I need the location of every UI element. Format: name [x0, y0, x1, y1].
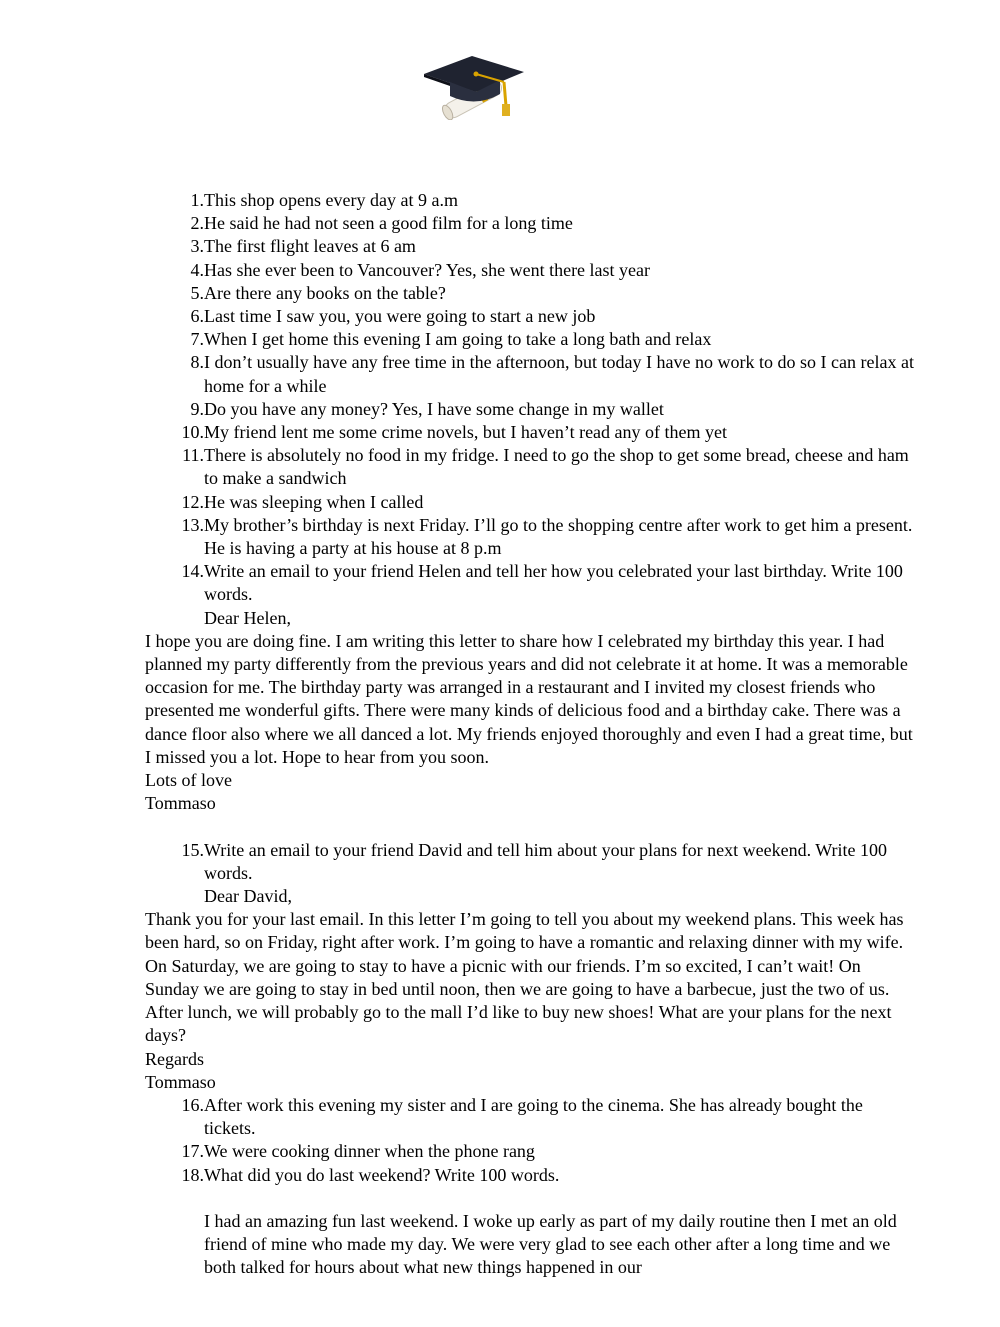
list-item — [145, 1094, 915, 1140]
list-item-number: 10. — [181, 422, 204, 443]
list-item — [145, 839, 915, 885]
list-item — [145, 212, 915, 235]
list-item-text: The first flight leaves at 6 am — [204, 236, 416, 257]
list-item-text: What did you do last weekend? Write 100 words. — [204, 1164, 560, 1185]
list-item-number: 17. — [181, 1141, 204, 1162]
graduation-cap-icon — [420, 48, 530, 120]
list-item-number: 13. — [181, 514, 204, 535]
letter-greeting: Dear David, — [204, 886, 292, 907]
list-item — [145, 1164, 915, 1187]
list-item-number: 6. — [190, 306, 204, 327]
list-item-text: My friend lent me some crime novels, but I haven’t read any of them yet — [204, 422, 728, 443]
list-item-text: When I get home this evening I am going to take a long bath and relax — [204, 329, 712, 350]
list-item — [145, 189, 915, 212]
list-item — [145, 560, 915, 606]
list-item-number: 15. — [181, 839, 204, 860]
list-item-text: Has she ever been to Vancouver? Yes, she went there last year — [204, 259, 651, 280]
list-item-number: 14. — [181, 561, 204, 582]
list-item — [145, 259, 915, 282]
list-item-text: Do you have any money? Yes, I have some change in my wallet — [204, 398, 664, 419]
list-item — [145, 444, 915, 490]
list-item-number: 4. — [190, 259, 204, 280]
letter-closing: Lots of love — [145, 770, 232, 791]
list-item — [145, 1140, 915, 1163]
list-item-number: 11. — [182, 445, 204, 466]
list-item-text: Write an email to your friend Helen and tell her how you celebrated your last birthday. Write 100 words. — [204, 561, 903, 605]
list-item — [145, 514, 915, 560]
list-item — [145, 305, 915, 328]
list-item-number: 12. — [181, 491, 204, 512]
list-item-text: He said he had not seen a good film for a long time — [204, 213, 573, 234]
list-item-number: 5. — [190, 282, 204, 303]
letter-signature: Tommaso — [145, 1071, 216, 1092]
list-item-number: 1. — [190, 190, 204, 210]
list-item-number: 2. — [190, 213, 204, 234]
list-item-number: 9. — [190, 398, 204, 419]
document-body — [145, 189, 915, 1280]
list-item — [145, 328, 915, 351]
list-item-text: There is absolutely no food in my fridge. I need to go the shop to get some bread, cheese and ham to make a sandwich — [204, 445, 909, 489]
list-item-text: Write an email to your friend David and tell him about your plans for next weekend. Write 100 words. — [204, 839, 888, 883]
list-item — [145, 282, 915, 305]
list-item — [145, 421, 915, 444]
list-item-number: 8. — [190, 352, 204, 373]
list-item-text: Are there any books on the table? — [204, 282, 446, 303]
blank-line — [145, 815, 915, 838]
letter-closing: Regards — [145, 1048, 204, 1069]
list-item-number: 16. — [181, 1094, 204, 1115]
list-item-text: Last time I saw you, you were going to start a new job — [204, 306, 596, 327]
list-item-number: 7. — [190, 329, 204, 350]
list-item-number: 18. — [181, 1164, 204, 1185]
list-item — [145, 398, 915, 421]
list-item — [145, 351, 915, 397]
list-item-text: After work this evening my sister and I are going to the cinema. She has already bought the tickets. — [204, 1094, 863, 1139]
list-item-text: We were cooking dinner when the phone rang — [204, 1141, 535, 1162]
blank-line — [145, 1187, 915, 1210]
letter-greeting: Dear Helen, — [204, 607, 291, 628]
list-item — [145, 491, 915, 514]
list-item-text: He was sleeping when I called — [204, 491, 424, 512]
letter-body: I hope you are doing fine. I am writing this letter to share how I celebrated my birthday this year. I had planned my party differently from the previous years and did not celebrate it at home. It was a memorable occasion for me. The birthday party was arranged in a restaurant and I invited my closest friends who presented me wonderful gifts. There were many kinds of delicious food and a birthday cake. There was a dance floor also where we all danced a lot. My friends enjoyed thoroughly and even I had a great time, but I missed you a lot. Hope to hear from you soon. — [145, 630, 913, 767]
letter-body: Thank you for your last email. In this letter I’m going to tell you about my weekend plans. This week has been hard, so on Friday, right after work. I’m going to have a romantic and relaxing dinner with my wife. On Saturday, we are going to stay to have a picnic with our friends. I’m so excited, I can’t wait! On Sunday we are going to stay in bed until noon, then we are going to have a barbecue, just the two of us. After lunch, we will probably go to the mall I’d like to buy new shoes! What are your plans for the next days? — [145, 909, 904, 1046]
list-item-text: This shop opens every day at 9 a.m — [204, 190, 458, 210]
list-item-text: My brother’s birthday is next Friday. I’ll go to the shopping centre after work to get him a present. He is having a party at his house at 8 p.m — [204, 514, 913, 559]
essay-paragraph: I had an amazing fun last weekend. I woke up early as part of my daily routine then I met an old friend of mine who made my day. We were very glad to see each other after a long time and we both talked for hours about what new things happened in our — [204, 1210, 897, 1278]
letter-signature: Tommaso — [145, 793, 216, 814]
list-item-text: I don’t usually have any free time in the afternoon, but today I have no work to do so I can relax at home for a while — [204, 352, 914, 396]
list-item — [145, 235, 915, 258]
list-item-number: 3. — [190, 236, 204, 257]
